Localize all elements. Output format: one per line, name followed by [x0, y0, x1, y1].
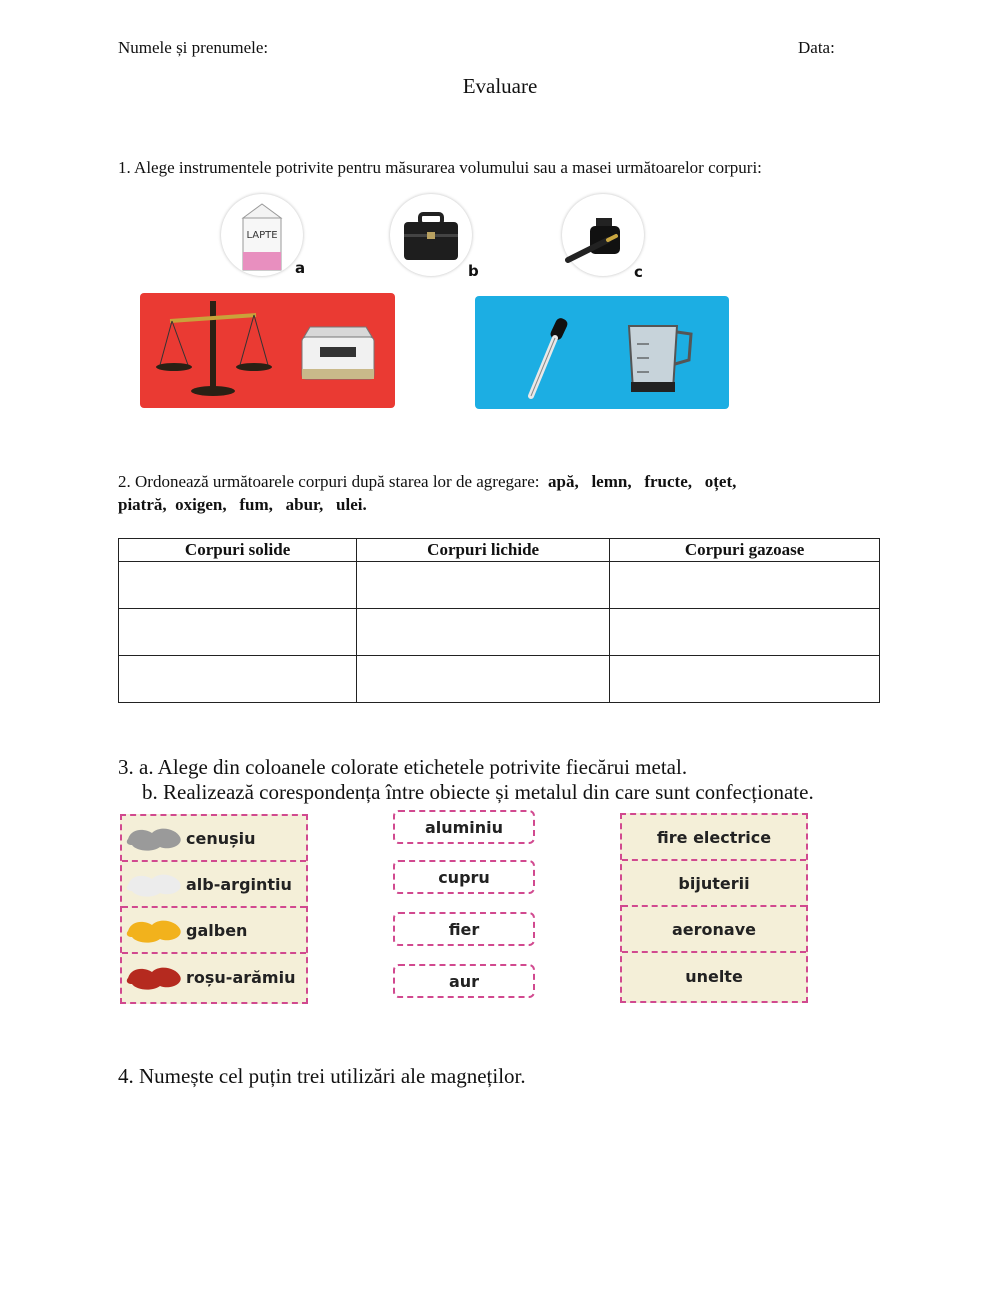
item-a-letter: a: [295, 259, 306, 277]
page-title: Evaluare: [462, 74, 538, 98]
mass-tools-panel: [140, 293, 395, 408]
item-b-letter: b: [468, 262, 479, 280]
metal-label-aluminium[interactable]: aluminiu: [393, 810, 535, 844]
table-cell[interactable]: [357, 609, 610, 656]
volume-tools-panel: [475, 296, 729, 409]
color-label-red[interactable]: [122, 954, 306, 1000]
item-a-circle: [221, 194, 306, 277]
objects-column: [620, 813, 808, 1003]
object-label[interactable]: bijuterii: [622, 861, 806, 907]
table-cell[interactable]: [357, 562, 610, 609]
color-label-yellow[interactable]: [122, 908, 306, 954]
gray-splash-icon: [124, 823, 186, 853]
header-liquids: Corpuri lichide: [357, 539, 610, 562]
header-solids: Corpuri solide: [119, 539, 357, 562]
color-label-text: cenușiu: [186, 828, 256, 848]
table-row: [119, 609, 880, 656]
name-label: Numele și prenumele:: [118, 38, 269, 57]
table-cell[interactable]: [119, 609, 357, 656]
color-label-gray[interactable]: [122, 816, 306, 862]
measuring-jug-icon: [617, 314, 697, 404]
object-label[interactable]: fire electrice: [622, 815, 806, 861]
question-2-text: [118, 472, 736, 492]
color-label-silver[interactable]: [122, 862, 306, 908]
object-label[interactable]: unelte: [685, 966, 743, 986]
table-cell[interactable]: [610, 609, 880, 656]
metal-label-gold[interactable]: aur: [393, 964, 535, 998]
table-cell[interactable]: [119, 562, 357, 609]
question-3b-text: b. Realizează corespondența între obiecte și metalul din care sunt confecționate.: [142, 780, 814, 804]
color-label-text: roșu-arămiu: [186, 967, 296, 987]
object-label[interactable]: aeronave: [622, 907, 806, 953]
table-cell[interactable]: [119, 656, 357, 703]
aggregation-table: [118, 538, 880, 703]
color-label-text: galben: [186, 920, 248, 940]
header-gases: Corpuri gazoase: [610, 539, 880, 562]
table-header-row: [119, 539, 880, 562]
date-label: Data:: [798, 38, 835, 57]
question-2-words-line1: apă, lemn, fructe, oțet,: [547, 472, 737, 491]
milk-carton-icon: [221, 194, 306, 277]
item-c-circle: [562, 194, 644, 276]
color-label-text: alb-argintiu: [186, 874, 292, 894]
table-row: [119, 562, 880, 609]
table-row: [119, 656, 880, 703]
question-2-intro: 2. Ordonează următoarele corpuri după starea lor de agregare:: [118, 472, 540, 491]
white-splash-icon: [124, 869, 186, 899]
table-cell[interactable]: [357, 656, 610, 703]
ink-bottle-pen-icon: [562, 194, 644, 276]
question-1-text: 1. Alege instrumentele potrivite pentru măsurarea volumului sau a masei următoarelor corpuri:: [118, 158, 762, 177]
digital-scale-icon: [298, 323, 378, 393]
color-labels-column: [120, 814, 308, 1004]
question-4-text: 4. Numește cel puțin trei utilizări ale magneților.: [118, 1064, 526, 1088]
question-2-words-line2: piatră, oxigen, fum, abur, ulei.: [118, 495, 367, 514]
briefcase-icon: [390, 194, 472, 276]
item-b-circle: [390, 194, 472, 276]
carton-text: LAPTE: [246, 230, 278, 241]
table-cell[interactable]: [610, 656, 880, 703]
table-cell[interactable]: [610, 562, 880, 609]
item-c-letter: c: [634, 263, 643, 281]
metal-label-copper[interactable]: cupru: [393, 860, 535, 894]
yellow-splash-icon: [124, 915, 186, 945]
dropper-icon: [517, 308, 577, 408]
red-splash-icon: [124, 962, 186, 992]
question-3a-text: 3. a. Alege din coloanele colorate etichetele potrivite fiecărui metal.: [118, 755, 688, 779]
metal-label-iron[interactable]: fier: [393, 912, 535, 946]
